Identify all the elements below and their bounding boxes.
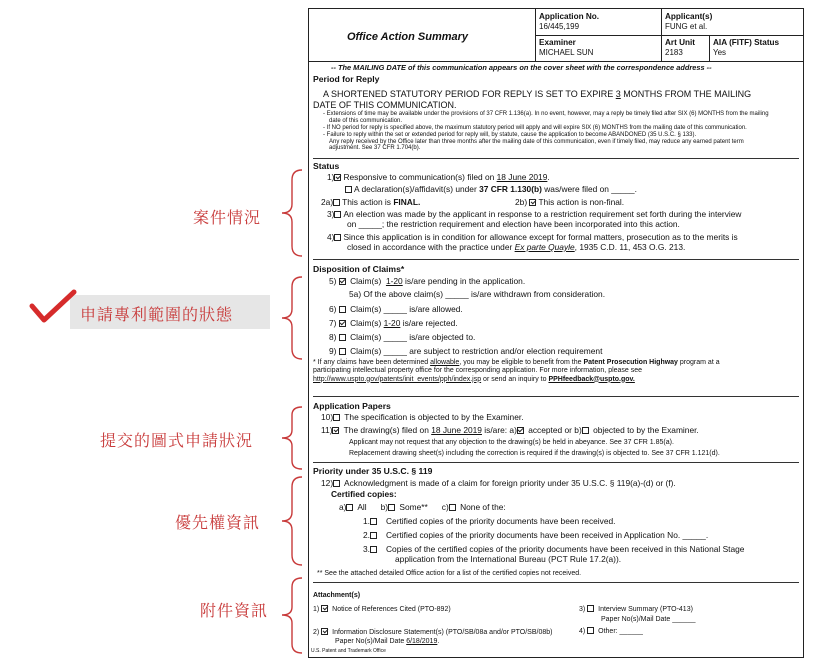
- papers-11-sub1: Applicant may not request that any objection to the drawing(s) be held in abeyance. See 37 CFR 1.85(a).: [349, 439, 674, 446]
- status-heading: Status: [313, 161, 340, 171]
- applicant-label: Applicant(s): [665, 12, 713, 21]
- annotation-priority: 優先權資訊: [175, 513, 261, 532]
- applicant-value: FUNG et al.: [665, 22, 708, 31]
- non-final-checkbox[interactable]: [529, 199, 536, 206]
- brace-attach: [278, 576, 308, 656]
- allowance-checkbox[interactable]: [334, 234, 341, 241]
- papers-heading: Application Papers: [313, 401, 391, 411]
- period-text-2: DATE OF THIS COMMUNICATION.: [313, 100, 457, 110]
- claims-6-checkbox[interactable]: [339, 306, 346, 313]
- period-text: A SHORTENED STATUTORY PERIOD FOR REPLY IS SET TO EXPIRE 3 MONTHS FROM THE MAILING: [323, 89, 752, 99]
- claims-7: 7) Claim(s) 1-20 is/are rejected.: [329, 318, 458, 328]
- examiner-value: MICHAEL SUN: [539, 48, 594, 57]
- attachment-2: 2) Information Disclosure Statement(s) (PTO/SB/08a and/or PTO/SB/08b): [313, 629, 553, 636]
- drawings-accepted-checkbox[interactable]: [517, 427, 524, 434]
- office-action-document: [308, 8, 804, 658]
- certified-2: 2. Certified copies of the priority documents have been received in Application No. _____.: [363, 530, 709, 540]
- attachment-3-checkbox[interactable]: [587, 605, 594, 612]
- claims-9: 9) Claim(s) _____ are subject to restriction and/or election requirement: [329, 346, 603, 356]
- form-title: Office Action Summary: [347, 31, 469, 43]
- spec-objected-checkbox[interactable]: [333, 414, 340, 421]
- period-heading: Period for Reply: [313, 74, 380, 84]
- art-unit-label: Art Unit: [665, 38, 696, 47]
- final-checkbox[interactable]: [333, 199, 340, 206]
- pph-link[interactable]: http://www.uspto.gov/patents/init_events/pph/index.jsp: [313, 375, 482, 383]
- drawings-objected-checkbox[interactable]: [582, 427, 589, 434]
- attachment-4-checkbox[interactable]: [587, 627, 594, 634]
- claims-8: 8) Claim(s) _____ is/are objected to.: [329, 332, 476, 342]
- status-1-checkbox[interactable]: [334, 174, 341, 181]
- claims-9-checkbox[interactable]: [339, 348, 346, 355]
- attachment-4: 4) Other: ______: [579, 628, 643, 635]
- brace-priority: [278, 475, 308, 567]
- all-checkbox[interactable]: [346, 504, 353, 511]
- attachment-2-checkbox[interactable]: [321, 628, 328, 635]
- foreign-priority-checkbox[interactable]: [333, 480, 340, 487]
- period-bullets: - Extensions of time may be available under the provisions of 37 CFR 1.136(a). In no event, however, may a reply be timely filed after SIX (6) MONTHS from the mailing date of this communication. - If NO period for reply is specified above, the maximum statutory period will apply and will expire SIX (6) MONTHS from the mailing date of this communication. - Failure to reply within the set or extended period for reply will, by statute, cause the application to become ABANDONED (35 U.S.C. § 133). Any reply received by the Office later than three months after the mailing date of this communication, even if timely filed, may reduce any earned patent term adjustment. See 37 CFR 1.704(b).: [323, 111, 769, 152]
- claims-5a: 5a) Of the above claim(s) _____ is/are withdrawn from consideration.: [349, 289, 606, 299]
- papers-10: 10) The specification is objected to by the Examiner.: [321, 412, 524, 422]
- claims-5-checkbox[interactable]: [339, 278, 346, 285]
- attachment-1: 1) Notice of References Cited (PTO-892): [313, 606, 451, 613]
- certified-3: 3. Copies of the certified copies of the priority documents have been received in this National Stage application from the International Bureau (PCT Rule 17.2(a)).: [363, 544, 745, 564]
- claims-pph-note: * If any claims have been determined allowable, you may be eligible to benefit from the Patent Prosecution Highway program at a participating intellectual property office for the corresponding application. For more information, please see http://www.uspto.gov/patents/init_events/pph/index.jsp or send an inquiry to PPHfeedback@uspto.gov.: [313, 359, 720, 383]
- drawings-checkbox[interactable]: [332, 427, 339, 434]
- certified-2-checkbox[interactable]: [370, 532, 377, 539]
- brace-papers: [278, 405, 308, 471]
- pph-email-link[interactable]: PPHfeedback@uspto.gov.: [548, 375, 635, 383]
- papers-11: 11) The drawing(s) filed on 18 June 2019 is/are: a) accepted or b) objected to by the Examiner.: [321, 425, 699, 435]
- status-4: 4) Since this application is in condition for allowance except for formal matters, prosecution as to the merits is closed in accordance with the practice under Ex parte Quayle, 1935 C.D. 11, 453 O.G. 213.: [327, 232, 738, 252]
- claims-heading: Disposition of Claims*: [313, 264, 405, 274]
- papers-11-sub2: Replacement drawing sheet(s) including the correction is required if the drawing(s) is objected to. See 37 CFR 1.121(d).: [349, 450, 720, 457]
- priority-heading: Priority under 35 U.S.C. § 119: [313, 466, 433, 476]
- app-no-value: 16/445,199: [539, 22, 580, 31]
- examiner-label: Examiner: [539, 38, 576, 47]
- aia-value: Yes: [713, 48, 727, 57]
- status-1: 1) Responsive to communication(s) filed on 18 June 2019.: [327, 172, 550, 182]
- art-unit-value: 2183: [665, 48, 683, 57]
- attachment-3-date: Paper No(s)/Mail Date ______: [601, 616, 696, 623]
- declaration-checkbox[interactable]: [345, 186, 352, 193]
- certified-3-checkbox[interactable]: [370, 546, 377, 553]
- certified-1: 1. Certified copies of the priority documents have been received.: [363, 516, 616, 526]
- footer-uspto: U.S. Patent and Trademark Office: [311, 648, 386, 654]
- certified-copies-label: Certified copies:: [331, 489, 397, 499]
- annotation-attach: 附件資訊: [200, 601, 269, 620]
- priority-12: 12) Acknowledgment is made of a claim for foreign priority under 35 U.S.C. § 119(a)-(d) or (f).: [321, 478, 676, 488]
- app-no-label: Application No.: [539, 12, 600, 21]
- annotation-claims: 申請專利範圍的狀態: [80, 305, 234, 324]
- claims-5: 5) Claim(s) 1-20 is/are pending in the application.: [329, 276, 526, 286]
- status-2a: 2a) This action is FINAL.: [321, 197, 421, 207]
- attachment-1-checkbox[interactable]: [321, 605, 328, 612]
- annotation-papers: 提交的圖式申請狀況: [100, 431, 254, 450]
- attachment-2-date: Paper No(s)/Mail Date 6/18/2019.: [335, 638, 440, 645]
- brace-claims: [278, 275, 308, 361]
- status-1-declaration: A declaration(s)/affidavit(s) under 37 CFR 1.130(b) was/were filed on _____.: [345, 185, 637, 195]
- annotation-case: 案件情況: [193, 208, 262, 227]
- election-checkbox[interactable]: [334, 211, 341, 218]
- some-checkbox[interactable]: [388, 504, 395, 511]
- certified-1-checkbox[interactable]: [370, 518, 377, 525]
- priority-note: ** See the attached detailed Office action for a list of the certified copies not received.: [317, 570, 582, 577]
- claims-6: 6) Claim(s) _____ is/are allowed.: [329, 304, 463, 314]
- attachment-3: 3) Interview Summary (PTO-413): [579, 606, 693, 613]
- brace-status: [278, 168, 308, 258]
- aia-label: AIA (FITF) Status: [713, 38, 780, 47]
- header-table: [309, 9, 803, 62]
- claims-8-checkbox[interactable]: [339, 334, 346, 341]
- status-2b: 2b) This action is non-final.: [515, 197, 625, 207]
- claims-7-checkbox[interactable]: [339, 320, 346, 327]
- none-checkbox[interactable]: [449, 504, 456, 511]
- status-3: 3) An election was made by the applicant in response to a restriction requirement set forth during the interview on _____; the restriction requirement and election have been incorporated into this action.: [327, 209, 742, 229]
- certified-options: a) All b) Some** c) None of the:: [339, 502, 506, 512]
- red-check-icon: [28, 288, 78, 328]
- mailing-note: -- The MAILING DATE of this communication appears on the cover sheet with the correspondence address --: [331, 63, 712, 72]
- attachments-heading: Attachment(s): [313, 592, 361, 599]
